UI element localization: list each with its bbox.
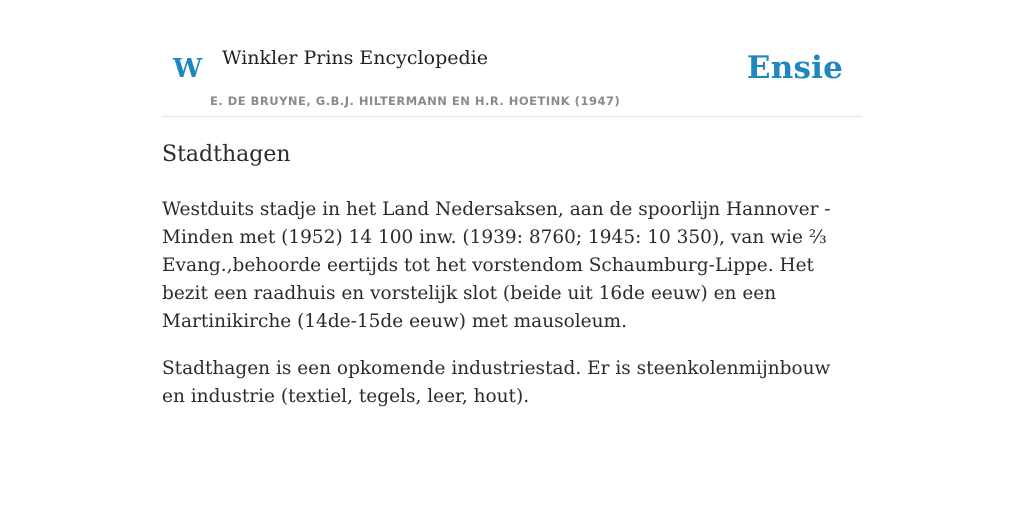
book-authors: E. DE BRUYNE, G.B.J. HILTERMANN EN H.R. HOETINK (1947) — [210, 94, 621, 108]
article — [162, 138, 852, 430]
book-logo-icon[interactable]: W — [173, 54, 203, 84]
book-header — [162, 40, 862, 117]
book-title-link[interactable]: Winkler Prins Encyclopedie — [222, 47, 488, 69]
article-paragraph: Stadthagen is een opkomende industriestad. Er is steenkolenmijnbouw en industrie (textiel, tegels, leer, hout). — [162, 358, 831, 407]
article-paragraph: Westduits stadje in het Land Nedersaksen, aan de spoorlijn Hannover - Minden met (1952) 14 100 inw. (1939: 8760; 1945: 10 350), van wie ⅔ Evang.,behoorde eertijds tot het vorstendom Schaumburg-Lippe. Het bezit een raadhuis en vorstelijk slot (beide uit 16de eeuw) en een Martinikirche (14de-15de eeuw) met mausoleum. — [162, 199, 831, 332]
ensie-brand-link[interactable]: Ensie — [746, 50, 843, 86]
article-title: Stadthagen — [162, 142, 291, 167]
